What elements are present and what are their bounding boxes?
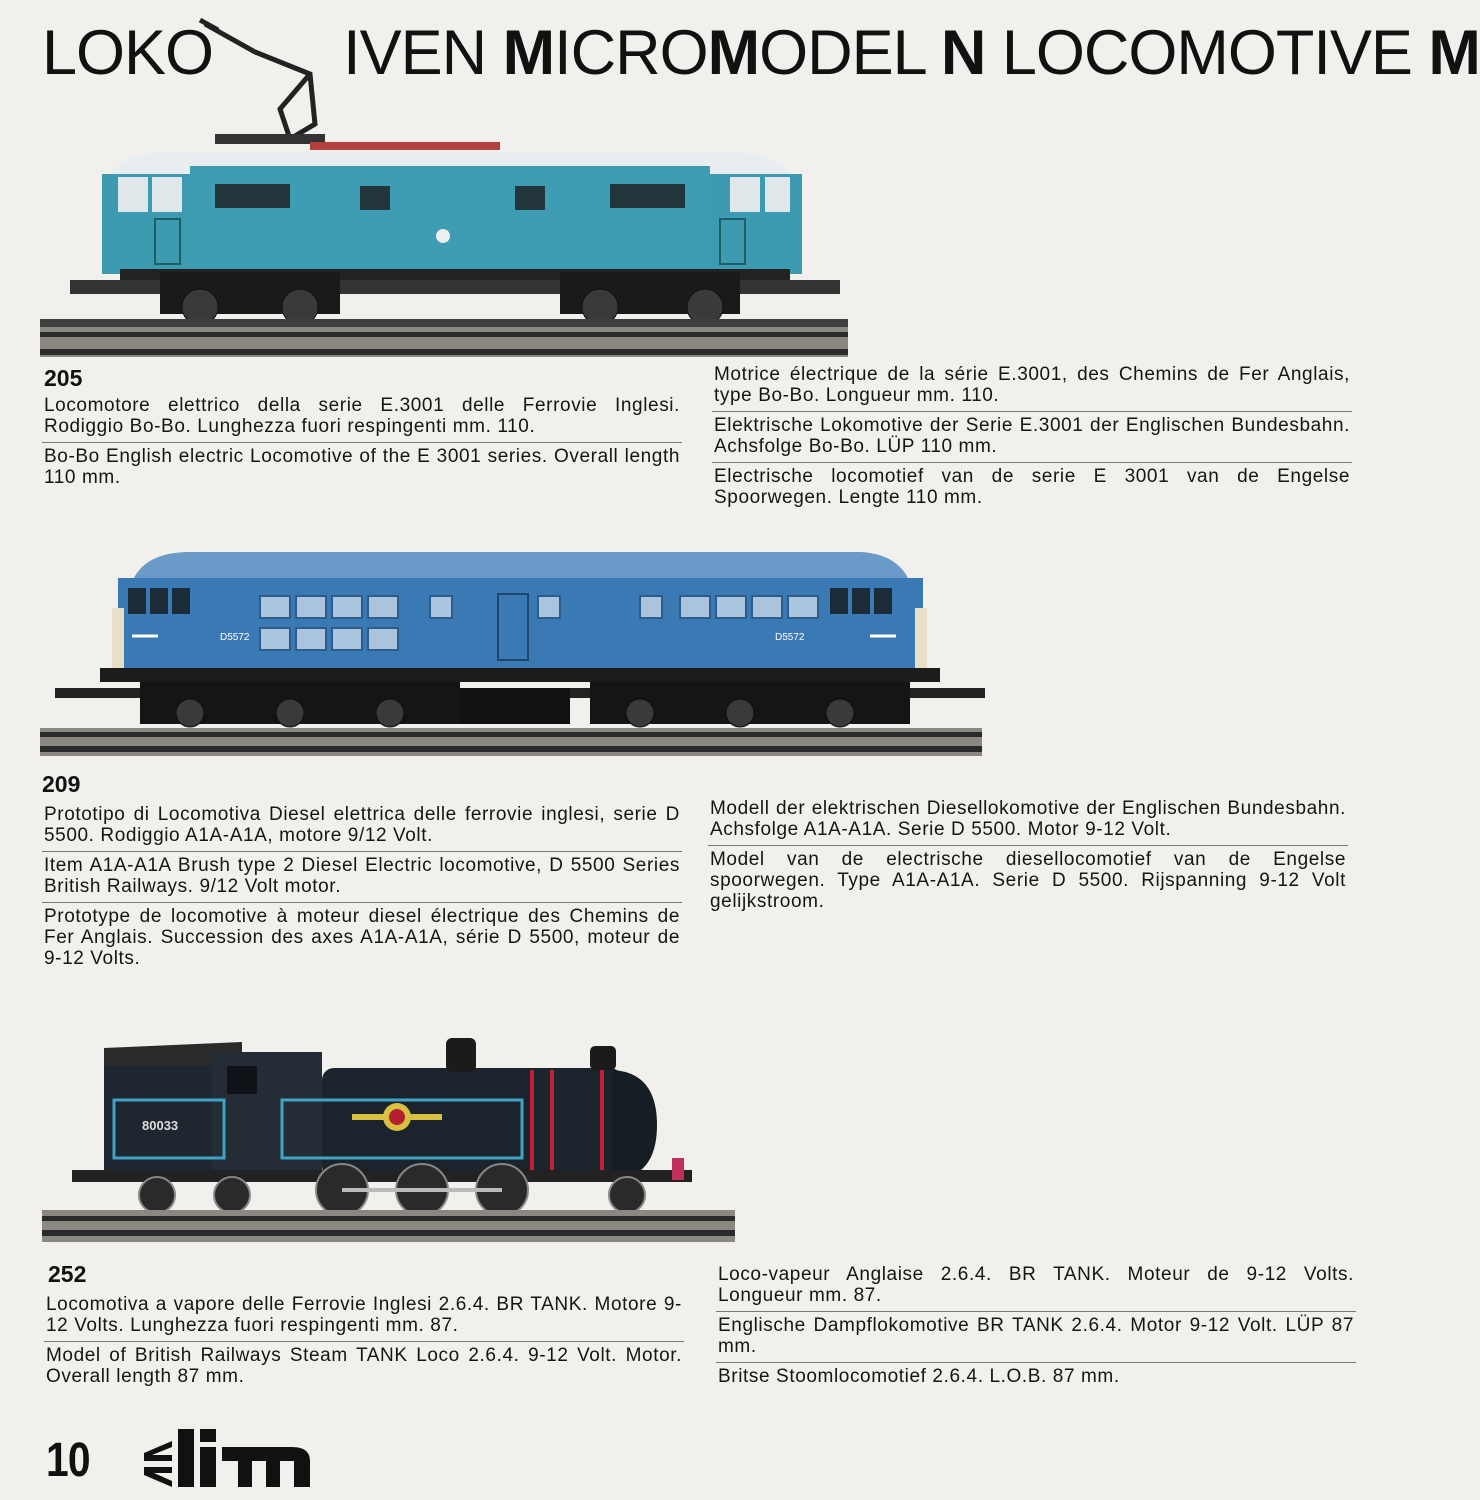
product-number: 205 — [44, 365, 83, 391]
product-number: 209 — [42, 771, 81, 797]
text-french: Motrice électrique de la série E.3001, des Chemins de Fer Anglais, type Bo-Bo. Longueur mm. 110. — [714, 364, 1350, 406]
diesel-locomotive-image — [40, 548, 985, 760]
electric-locomotive-image — [40, 14, 850, 359]
text-dutch: Britse Stoomlocomotief 2.6.4. L.O.B. 87 mm. — [716, 1362, 1356, 1390]
svg-text:D5572: D5572 — [220, 632, 250, 643]
text-french: Prototype de locomotive à moteur diesel électrique des Chemins de Fer Anglais. Succession des axes A1A-A1A, série D 5500, moteur de 9-12 Volts. — [42, 902, 682, 972]
description-right — [708, 798, 1348, 917]
description-right — [716, 1264, 1356, 1392]
page-number: 10 — [46, 1434, 90, 1487]
svg-text:80033: 80033 — [142, 1118, 179, 1133]
text-dutch: Electrische locomotief van de serie E 3001 van de Engelse Spoorwegen. Lengte 110 mm. — [712, 462, 1352, 511]
steam-locomotive-image — [42, 1030, 737, 1245]
text-dutch: Model van de electrische diesellocomotief van de Engelse spoorwegen. Type A1A-A1A. Serie D 5500. Rijspanning 9-12 Volt gelijkstroom. — [708, 845, 1348, 915]
description-left — [44, 1294, 684, 1392]
text-english: Bo-Bo English electric Locomotive of the E 3001 series. Overall length 110 mm. — [42, 442, 682, 491]
description-left — [42, 804, 682, 974]
description-right — [712, 364, 1352, 513]
text-english: Item A1A-A1A Brush type 2 Diesel Electric locomotive, D 5500 Series British Railways. 9/12 Volt motor. — [42, 851, 682, 900]
text-german: Englische Dampflokomotive BR TANK 2.6.4. Motor 9-12 Volt. LÜP 87 mm. — [716, 1311, 1356, 1360]
text-italian: Prototipo di Locomotiva Diesel elettrica delle ferrovie inglesi, serie D 5500. Rodiggio A1A-A1A, motore 9/12 Volt. — [44, 804, 680, 846]
text-italian: Locomotore elettrico della serie E.3001 delle Ferrovie Inglesi. Rodiggio Bo-Bo. Lunghezza fuori respingenti mm. 110. — [44, 395, 680, 437]
product-number: 252 — [48, 1261, 87, 1287]
page-heading: LOKO IVEN MICROMODEL N LOCOMOTIVE M — [42, 18, 1480, 88]
text-german: Elektrische Lokomotive der Serie E.3001 der Englischen Bundesbahn. Achsfolge Bo-Bo. LÜP 110 mm. — [712, 411, 1352, 460]
lima-logo — [142, 1425, 312, 1491]
text-italian: Locomotiva a vapore delle Ferrovie Inglesi 2.6.4. BR TANK. Motore 9-12 Volts. Lunghezza fuori respingenti mm. 87. — [46, 1294, 682, 1336]
svg-text:D5572: D5572 — [775, 632, 805, 643]
brand-text: lima — [142, 1425, 144, 1426]
text-german: Modell der elektrischen Diesellokomotive der Englischen Bundesbahn. Achsfolge A1A-A1A. Serie D 5500. Motor 9-12 Volt. — [710, 798, 1346, 840]
text-french: Loco-vapeur Anglaise 2.6.4. BR TANK. Moteur de 9-12 Volts. Longueur mm. 87. — [718, 1264, 1354, 1306]
text-english: Model of British Railways Steam TANK Loco 2.6.4. 9-12 Volt. Motor. Overall length 87 mm. — [44, 1341, 684, 1390]
description-left — [42, 395, 682, 493]
